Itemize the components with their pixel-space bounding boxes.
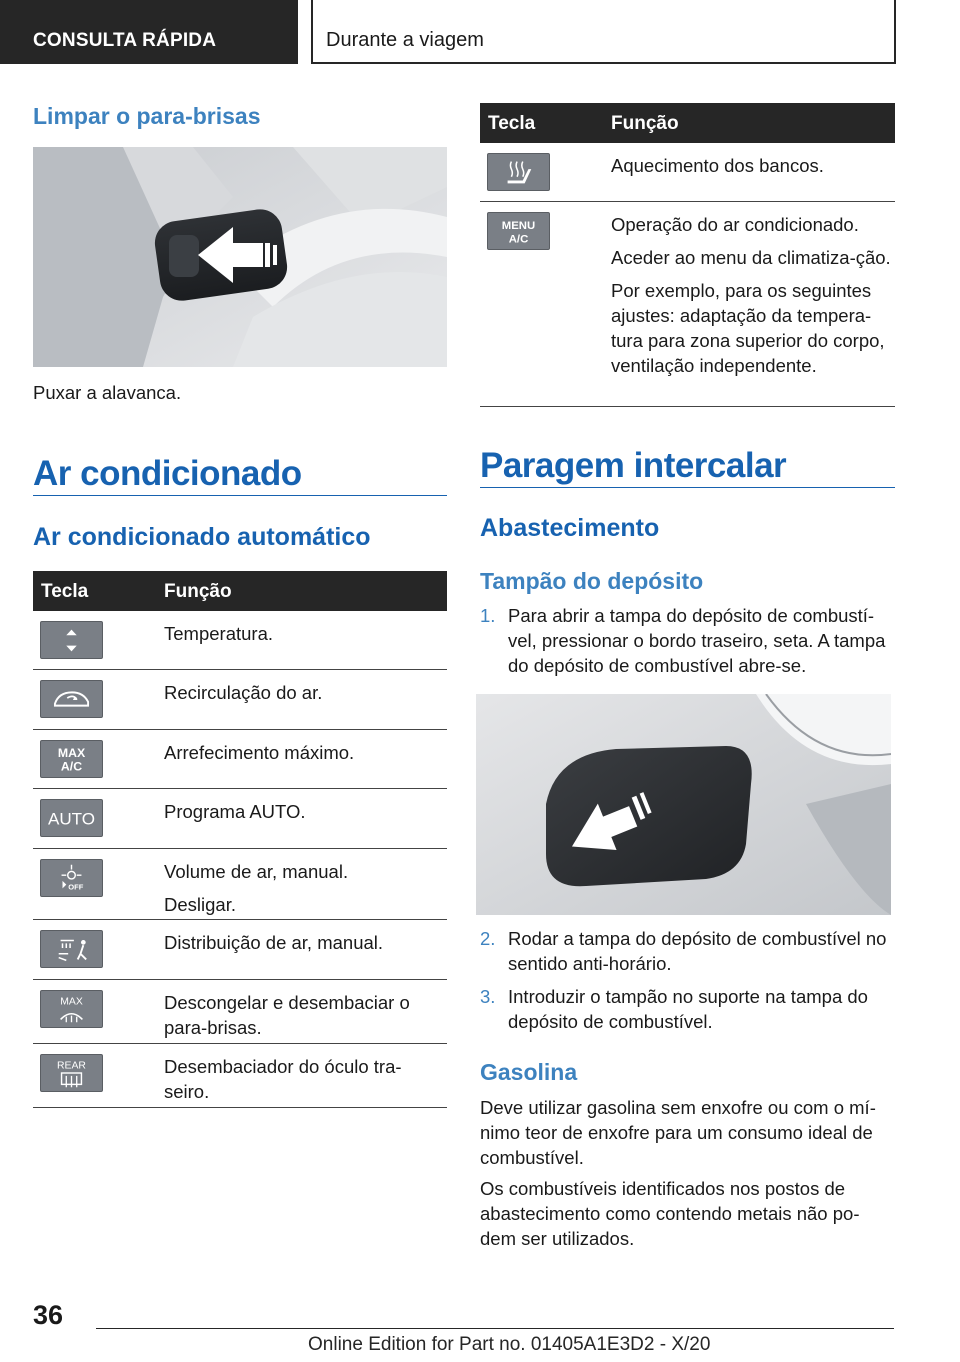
seat-heating-icon xyxy=(487,153,550,191)
svg-text:MENU: MENU xyxy=(501,220,536,233)
table-row xyxy=(33,980,447,1044)
table-row xyxy=(480,202,895,407)
function-text xyxy=(164,990,434,1048)
col-function-header: Função xyxy=(164,581,232,602)
step-text: Introduzir o tampão no suporte na tampa do depósito de combustível. xyxy=(508,986,868,1032)
table-row xyxy=(480,143,895,202)
fan-off-icon xyxy=(40,859,103,897)
list-item xyxy=(480,926,895,976)
table-row xyxy=(33,1044,447,1108)
function-line: Aceder ao menu da climatiza-ção. xyxy=(611,247,891,268)
col-key-header: Tecla xyxy=(41,581,89,602)
function-line: Distribuição de ar, manual. xyxy=(164,932,384,953)
seat-menu-key-table xyxy=(480,103,895,407)
function-line: Operação do ar condicionado. xyxy=(611,214,859,235)
refuel-heading: Abastecimento xyxy=(480,514,660,542)
table-row xyxy=(33,611,447,670)
function-text xyxy=(164,740,354,773)
rear-defrost-icon xyxy=(40,1054,103,1092)
ac-heading: Ar condicionado xyxy=(33,454,302,493)
svg-text:MAX: MAX xyxy=(60,996,83,1008)
steps-list-b xyxy=(480,926,895,1042)
chapter-label: Durante a viagem xyxy=(326,29,484,51)
svg-text:OFF: OFF xyxy=(68,882,84,892)
step-number: 1. xyxy=(480,605,496,626)
row-divider xyxy=(480,406,895,407)
function-line: Por exemplo, para os seguintes ajustes: adaptação da tempera-tura para zona superior do corpo, ventilação independente. xyxy=(611,280,885,376)
list-item xyxy=(480,603,895,678)
steps-list-a xyxy=(480,603,895,686)
function-text xyxy=(164,621,273,654)
fuel-cap-heading: Tampão do depósito xyxy=(480,568,704,594)
section-label: CONSULTA RÁPIDA xyxy=(33,30,217,51)
max-defrost-icon xyxy=(40,990,103,1028)
gasoline-heading: Gasolina xyxy=(480,1059,578,1085)
gasoline-paragraph-2: Os combustíveis identificados nos postos de abastecimento como contendo metais não po-dem ser utilizados. xyxy=(480,1178,860,1249)
recirculation-icon xyxy=(40,680,103,718)
function-line: Recirculação do ar. xyxy=(164,682,323,703)
step-number: 2. xyxy=(480,928,496,949)
ac-heading-rule xyxy=(33,495,447,496)
function-line: Desligar. xyxy=(164,894,236,915)
function-text xyxy=(164,930,383,963)
ac-auto-heading: Ar condicionado automático xyxy=(33,523,371,551)
function-line: Descongelar e desembaciar o para-brisas. xyxy=(164,992,410,1038)
wiper-lever-photo xyxy=(33,147,447,367)
svg-text:MAX: MAX xyxy=(57,746,86,761)
function-line: Arrefecimento máximo. xyxy=(164,742,355,763)
menu-ac-icon xyxy=(487,212,550,250)
col-function-header: Função xyxy=(611,113,679,134)
svg-text:AUTO: AUTO xyxy=(47,809,96,829)
svg-text:REAR: REAR xyxy=(57,1060,86,1072)
step-text: Rodar a tampa do depósito de combustível no sentido anti-horário. xyxy=(508,928,887,974)
function-line: Aquecimento dos bancos. xyxy=(611,155,824,176)
stop-heading-rule xyxy=(480,487,895,488)
stop-heading: Paragem intercalar xyxy=(480,446,787,485)
svg-text:A/C: A/C xyxy=(60,759,83,774)
step-number: 3. xyxy=(480,986,496,1007)
auto-icon xyxy=(40,799,103,837)
section-tab xyxy=(0,0,298,64)
table-row xyxy=(33,849,447,920)
table-row xyxy=(33,730,447,789)
temperature-arrows-icon xyxy=(40,621,103,659)
list-item xyxy=(480,984,895,1034)
page-number: 36 xyxy=(33,1300,64,1330)
function-line: Volume de ar, manual. xyxy=(164,861,349,882)
footer-rule xyxy=(96,1328,894,1329)
max-ac-icon xyxy=(40,740,103,778)
chapter-tab xyxy=(311,0,896,64)
function-line: Programa AUTO. xyxy=(164,801,306,822)
function-text xyxy=(164,1054,434,1112)
gasoline-paragraph-1: Deve utilizar gasolina sem enxofre ou com o mí-nimo teor de enxofre para um consumo ideal de combustível. xyxy=(480,1097,876,1168)
wipe-caption: Puxar a alavanca. xyxy=(33,382,182,403)
footer-edition: Online Edition for Part no. 01405A1E3D2 - X/20 xyxy=(308,1334,711,1355)
table-row xyxy=(33,789,447,849)
row-divider xyxy=(33,1107,447,1108)
col-key-header: Tecla xyxy=(488,113,536,134)
function-line: Desembaciador do óculo tra-seiro. xyxy=(164,1056,402,1102)
air-distribution-icon xyxy=(40,930,103,968)
function-text xyxy=(611,153,824,186)
ac-key-table xyxy=(33,571,447,1108)
fuel-flap-photo xyxy=(476,694,891,915)
table-row xyxy=(33,920,447,980)
function-text xyxy=(611,212,893,386)
step-text: Para abrir a tampa do depósito de combustí-vel, pressionar o bordo traseiro, seta. A tampa do depósito de combustível abre-se. xyxy=(508,605,886,676)
function-line: Temperatura. xyxy=(164,623,273,644)
table-row xyxy=(33,670,447,730)
function-text xyxy=(164,680,322,713)
wipe-heading: Limpar o para-brisas xyxy=(33,103,261,129)
function-text xyxy=(164,799,306,832)
table-header xyxy=(480,103,895,143)
table-header xyxy=(33,571,447,611)
svg-text:A/C: A/C xyxy=(508,233,529,246)
function-text xyxy=(164,859,348,925)
